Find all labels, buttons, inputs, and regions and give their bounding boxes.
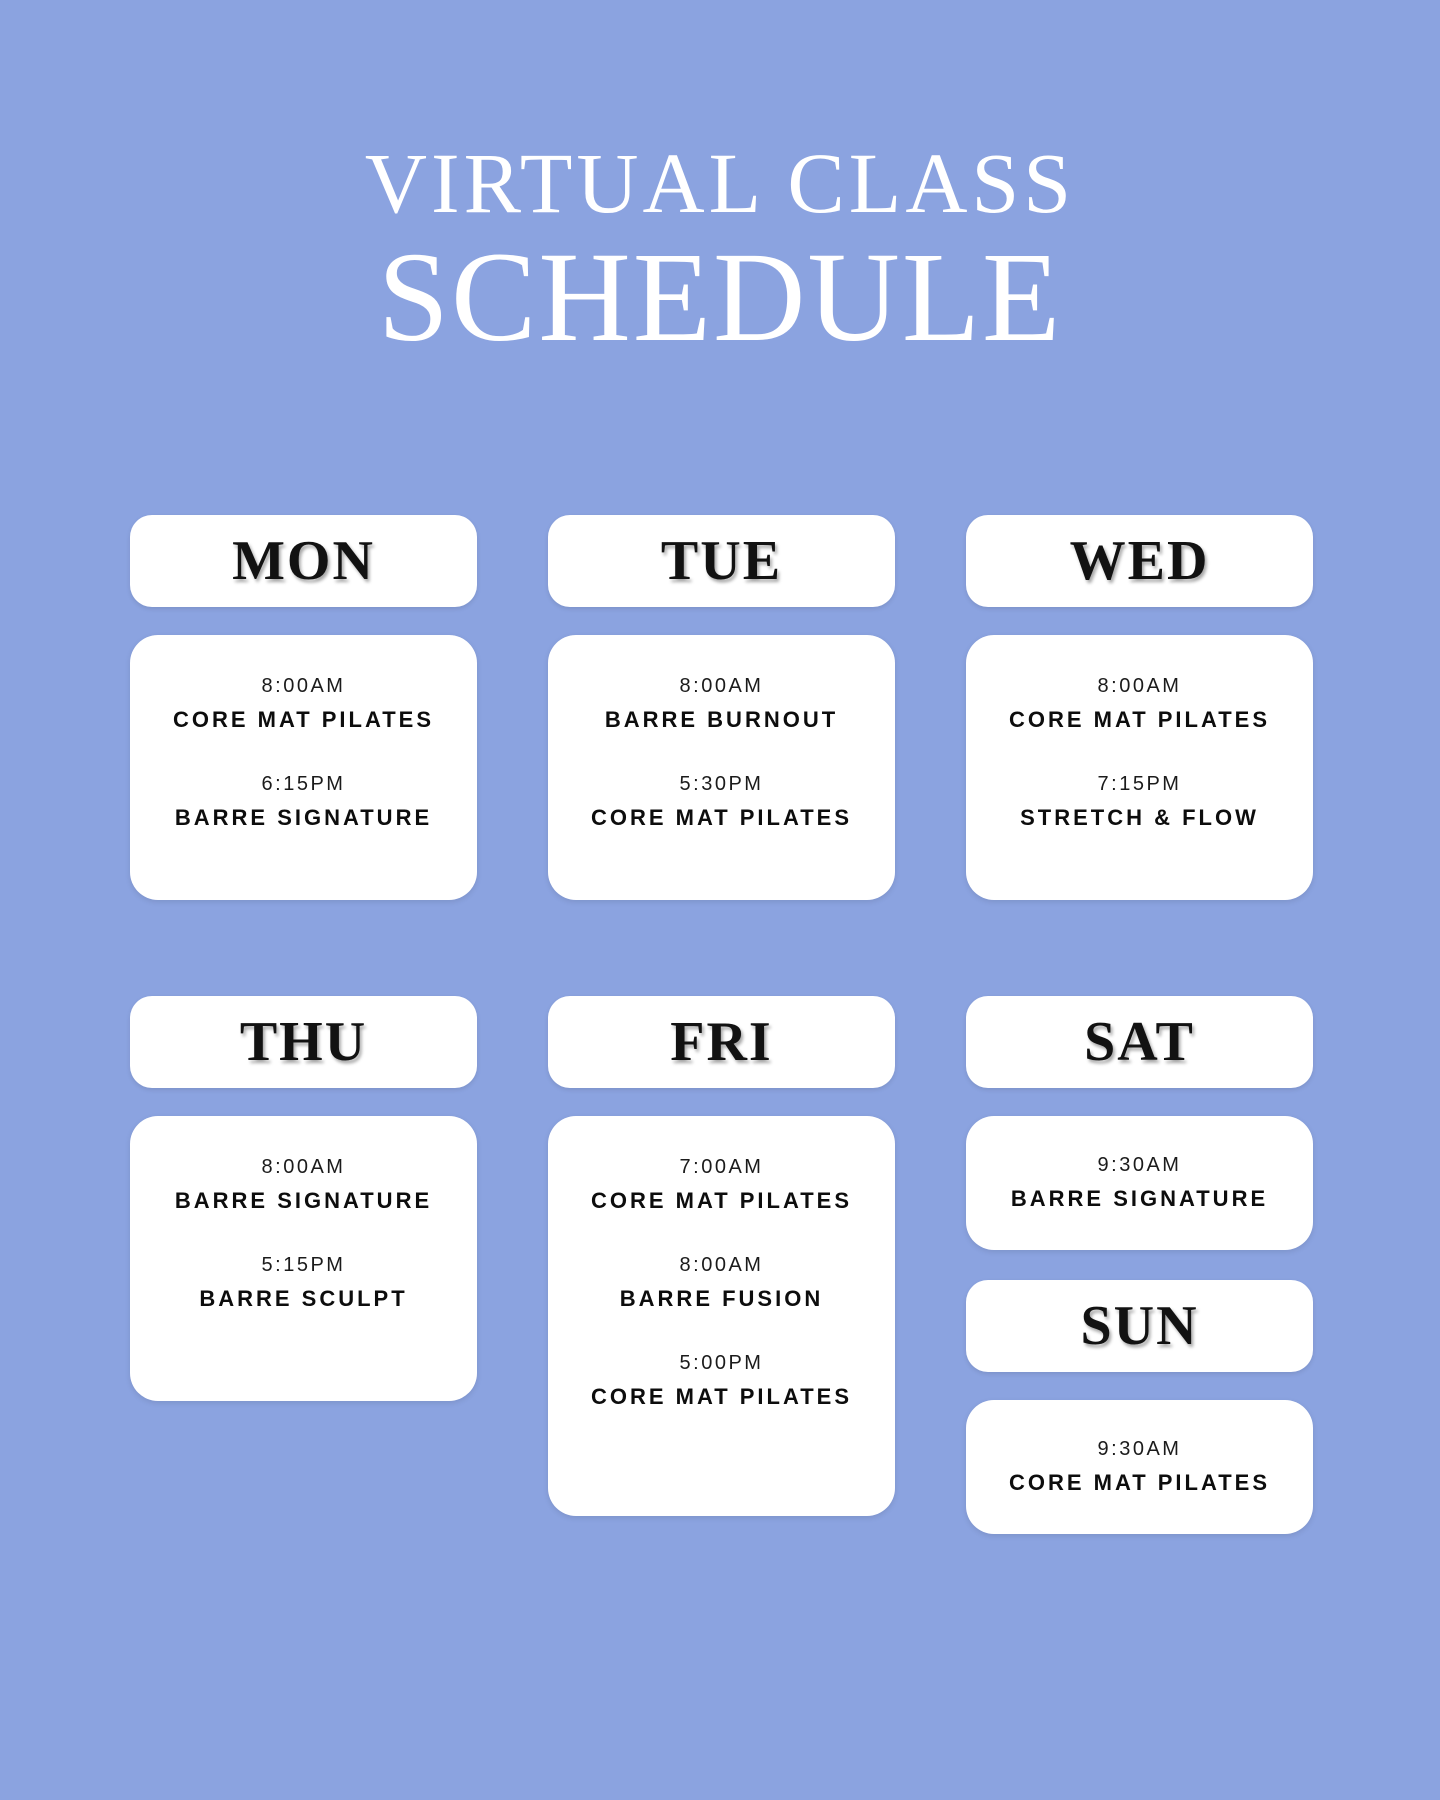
class-name: CORE MAT PILATES: [1008, 1470, 1271, 1495]
day-header-mon: [130, 515, 477, 607]
class-name: CORE MAT PILATES: [172, 707, 435, 732]
day-label-mon: MON: [232, 530, 375, 592]
class-slot: [562, 773, 881, 831]
class-slot: [980, 675, 1299, 733]
class-name: BARRE SIGNATURE: [174, 805, 433, 830]
class-time: 8:00AM: [679, 675, 764, 697]
day-column-fri: [548, 996, 895, 1534]
class-time: 5:00PM: [679, 1352, 764, 1374]
class-card-mon: [130, 635, 477, 900]
class-time: 6:15PM: [261, 773, 346, 795]
class-name: CORE MAT PILATES: [590, 1188, 853, 1213]
class-slot: [144, 1156, 463, 1214]
day-label-fri: FRI: [670, 1011, 773, 1073]
schedule-grid: [130, 515, 1315, 1534]
class-card-wed: [966, 635, 1313, 900]
class-slot: [562, 1156, 881, 1214]
class-name: BARRE SIGNATURE: [1010, 1186, 1269, 1211]
schedule-row-1: [130, 515, 1315, 900]
row-spacer: [130, 900, 1315, 996]
class-slot: [562, 1352, 881, 1410]
day-header-sat: [966, 996, 1313, 1088]
day-header-thu: [130, 996, 477, 1088]
class-slot: [562, 675, 881, 733]
class-card-sun: [966, 1400, 1313, 1534]
class-slot: [980, 1154, 1299, 1212]
class-name: BARRE SIGNATURE: [174, 1188, 433, 1213]
class-time: 5:15PM: [261, 1254, 346, 1276]
day-column-wed: [966, 515, 1313, 900]
class-name: CORE MAT PILATES: [1008, 707, 1271, 732]
class-name: BARRE FUSION: [619, 1286, 824, 1311]
class-time: 9:30AM: [1097, 1154, 1182, 1176]
day-label-thu: THU: [239, 1011, 368, 1073]
class-slot: [144, 1254, 463, 1312]
class-slot: [562, 1254, 881, 1312]
class-card-thu: [130, 1116, 477, 1401]
day-header-wed: [966, 515, 1313, 607]
class-name: CORE MAT PILATES: [590, 1384, 853, 1409]
class-slot: [144, 675, 463, 733]
day-header-sun: [966, 1280, 1313, 1372]
class-time: 5:30PM: [679, 773, 764, 795]
class-card-fri: [548, 1116, 895, 1516]
day-label-sat: SAT: [1084, 1011, 1195, 1073]
class-name: CORE MAT PILATES: [590, 805, 853, 830]
class-time: 7:00AM: [679, 1156, 764, 1178]
class-time: 8:00AM: [261, 1156, 346, 1178]
class-card-sat: [966, 1116, 1313, 1250]
class-card-tue: [548, 635, 895, 900]
day-column-sat-sun: [966, 996, 1313, 1534]
day-header-tue: [548, 515, 895, 607]
class-time: 7:15PM: [1097, 773, 1182, 795]
class-time: 9:30AM: [1097, 1438, 1182, 1460]
day-column-mon: [130, 515, 477, 900]
day-label-tue: TUE: [660, 530, 783, 592]
schedule-row-2: [130, 996, 1315, 1534]
class-slot: [144, 773, 463, 831]
day-label-sun: SUN: [1080, 1295, 1199, 1357]
title-line-1: VIRTUAL CLASS: [364, 135, 1076, 231]
poster-title: [0, 0, 1440, 368]
class-time: 8:00AM: [1097, 675, 1182, 697]
day-label-wed: WED: [1069, 530, 1210, 592]
title-line-2: SCHEDULE: [377, 226, 1063, 368]
day-column-tue: [548, 515, 895, 900]
class-name: BARRE SCULPT: [199, 1286, 408, 1311]
day-column-thu: [130, 996, 477, 1534]
class-time: 8:00AM: [261, 675, 346, 697]
class-name: STRETCH & FLOW: [1020, 805, 1259, 830]
class-slot: [980, 1438, 1299, 1496]
class-name: BARRE BURNOUT: [604, 707, 839, 732]
class-time: 8:00AM: [679, 1254, 764, 1276]
class-slot: [980, 773, 1299, 831]
day-header-fri: [548, 996, 895, 1088]
